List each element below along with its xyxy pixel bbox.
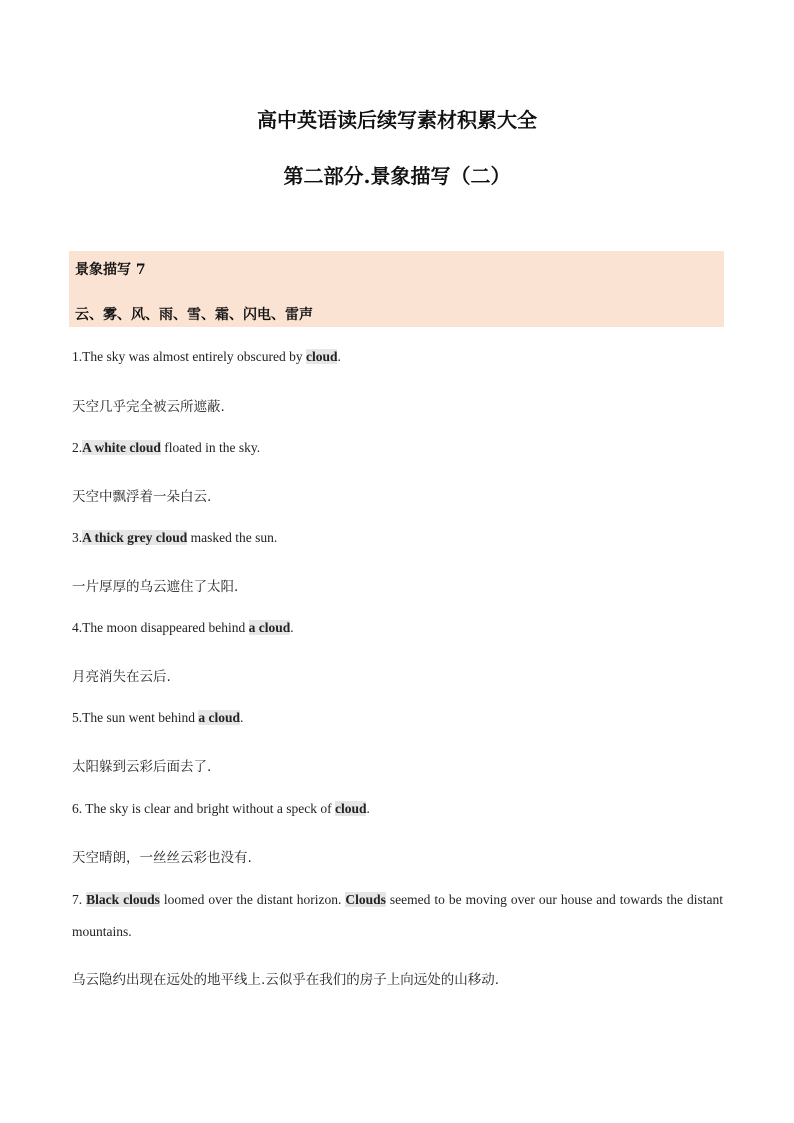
keyword-highlight: A thick grey cloud (82, 530, 188, 545)
entry-text: . (366, 801, 370, 816)
entry-7-english (72, 884, 723, 948)
entry-text: 5.The sun went behind (72, 710, 199, 725)
section-topics: 云、雾、风、雨、雪、霜、闪电、雷声 (75, 307, 313, 323)
entry-1-english (72, 349, 723, 365)
entry-4-english (72, 620, 723, 636)
keyword-highlight: a cloud (198, 710, 240, 725)
keyword-highlight: cloud (305, 349, 338, 364)
entry-5-chinese: 太阳躲到云彩后面去了. (72, 759, 212, 775)
keyword-highlight: Black clouds (86, 892, 160, 907)
entry-text: masked the sun. (187, 530, 278, 545)
entry-text: floated in the sky. (160, 440, 261, 455)
entry-text: . (240, 710, 244, 725)
section-header-box (69, 251, 724, 327)
entry-1-chinese: 天空几乎完全被云所遮蔽. (72, 399, 225, 415)
entry-6-chinese: 天空晴朗，一丝丝云彩也没有. (72, 850, 252, 866)
entry-text: 4.The moon disappeared behind (72, 620, 249, 635)
entry-text: seemed to be moving over our house and towards the distant mountains. (72, 892, 723, 939)
keyword-highlight: cloud (334, 801, 367, 816)
entry-text: . (290, 620, 294, 635)
entry-text: 6. The sky is clear and bright without a speck of (72, 801, 335, 816)
entry-text: loomed over the distant horizon. (159, 892, 346, 907)
keyword-highlight: Clouds (345, 892, 386, 907)
entry-7-chinese: 乌云隐约出现在远处的地平线上.云似乎在我们的房子上向远处的山移动. (72, 972, 500, 988)
entry-6-english (72, 801, 723, 817)
entry-2-english (72, 440, 723, 456)
entry-text: 1.The sky was almost entirely obscured by (72, 349, 306, 364)
section-heading: 景象描写 7 (75, 262, 146, 278)
document-subtitle: 第二部分.景象描写（二） (283, 164, 511, 188)
entry-text: . (337, 349, 341, 364)
entry-3-english (72, 530, 723, 546)
keyword-highlight: a cloud (248, 620, 291, 635)
entry-2-chinese: 天空中飘浮着一朵白云. (72, 489, 212, 505)
entry-4-chinese: 月亮消失在云后. (72, 669, 171, 685)
document-title: 高中英语读后续写素材积累大全 (257, 108, 537, 132)
entry-text: 7. (72, 892, 87, 907)
entry-5-english (72, 710, 723, 726)
keyword-highlight: A white cloud (82, 440, 161, 455)
entry-text: 3. (72, 530, 83, 545)
entry-3-chinese: 一片厚厚的乌云遮住了太阳. (72, 579, 239, 595)
entry-text: 2. (72, 440, 83, 455)
